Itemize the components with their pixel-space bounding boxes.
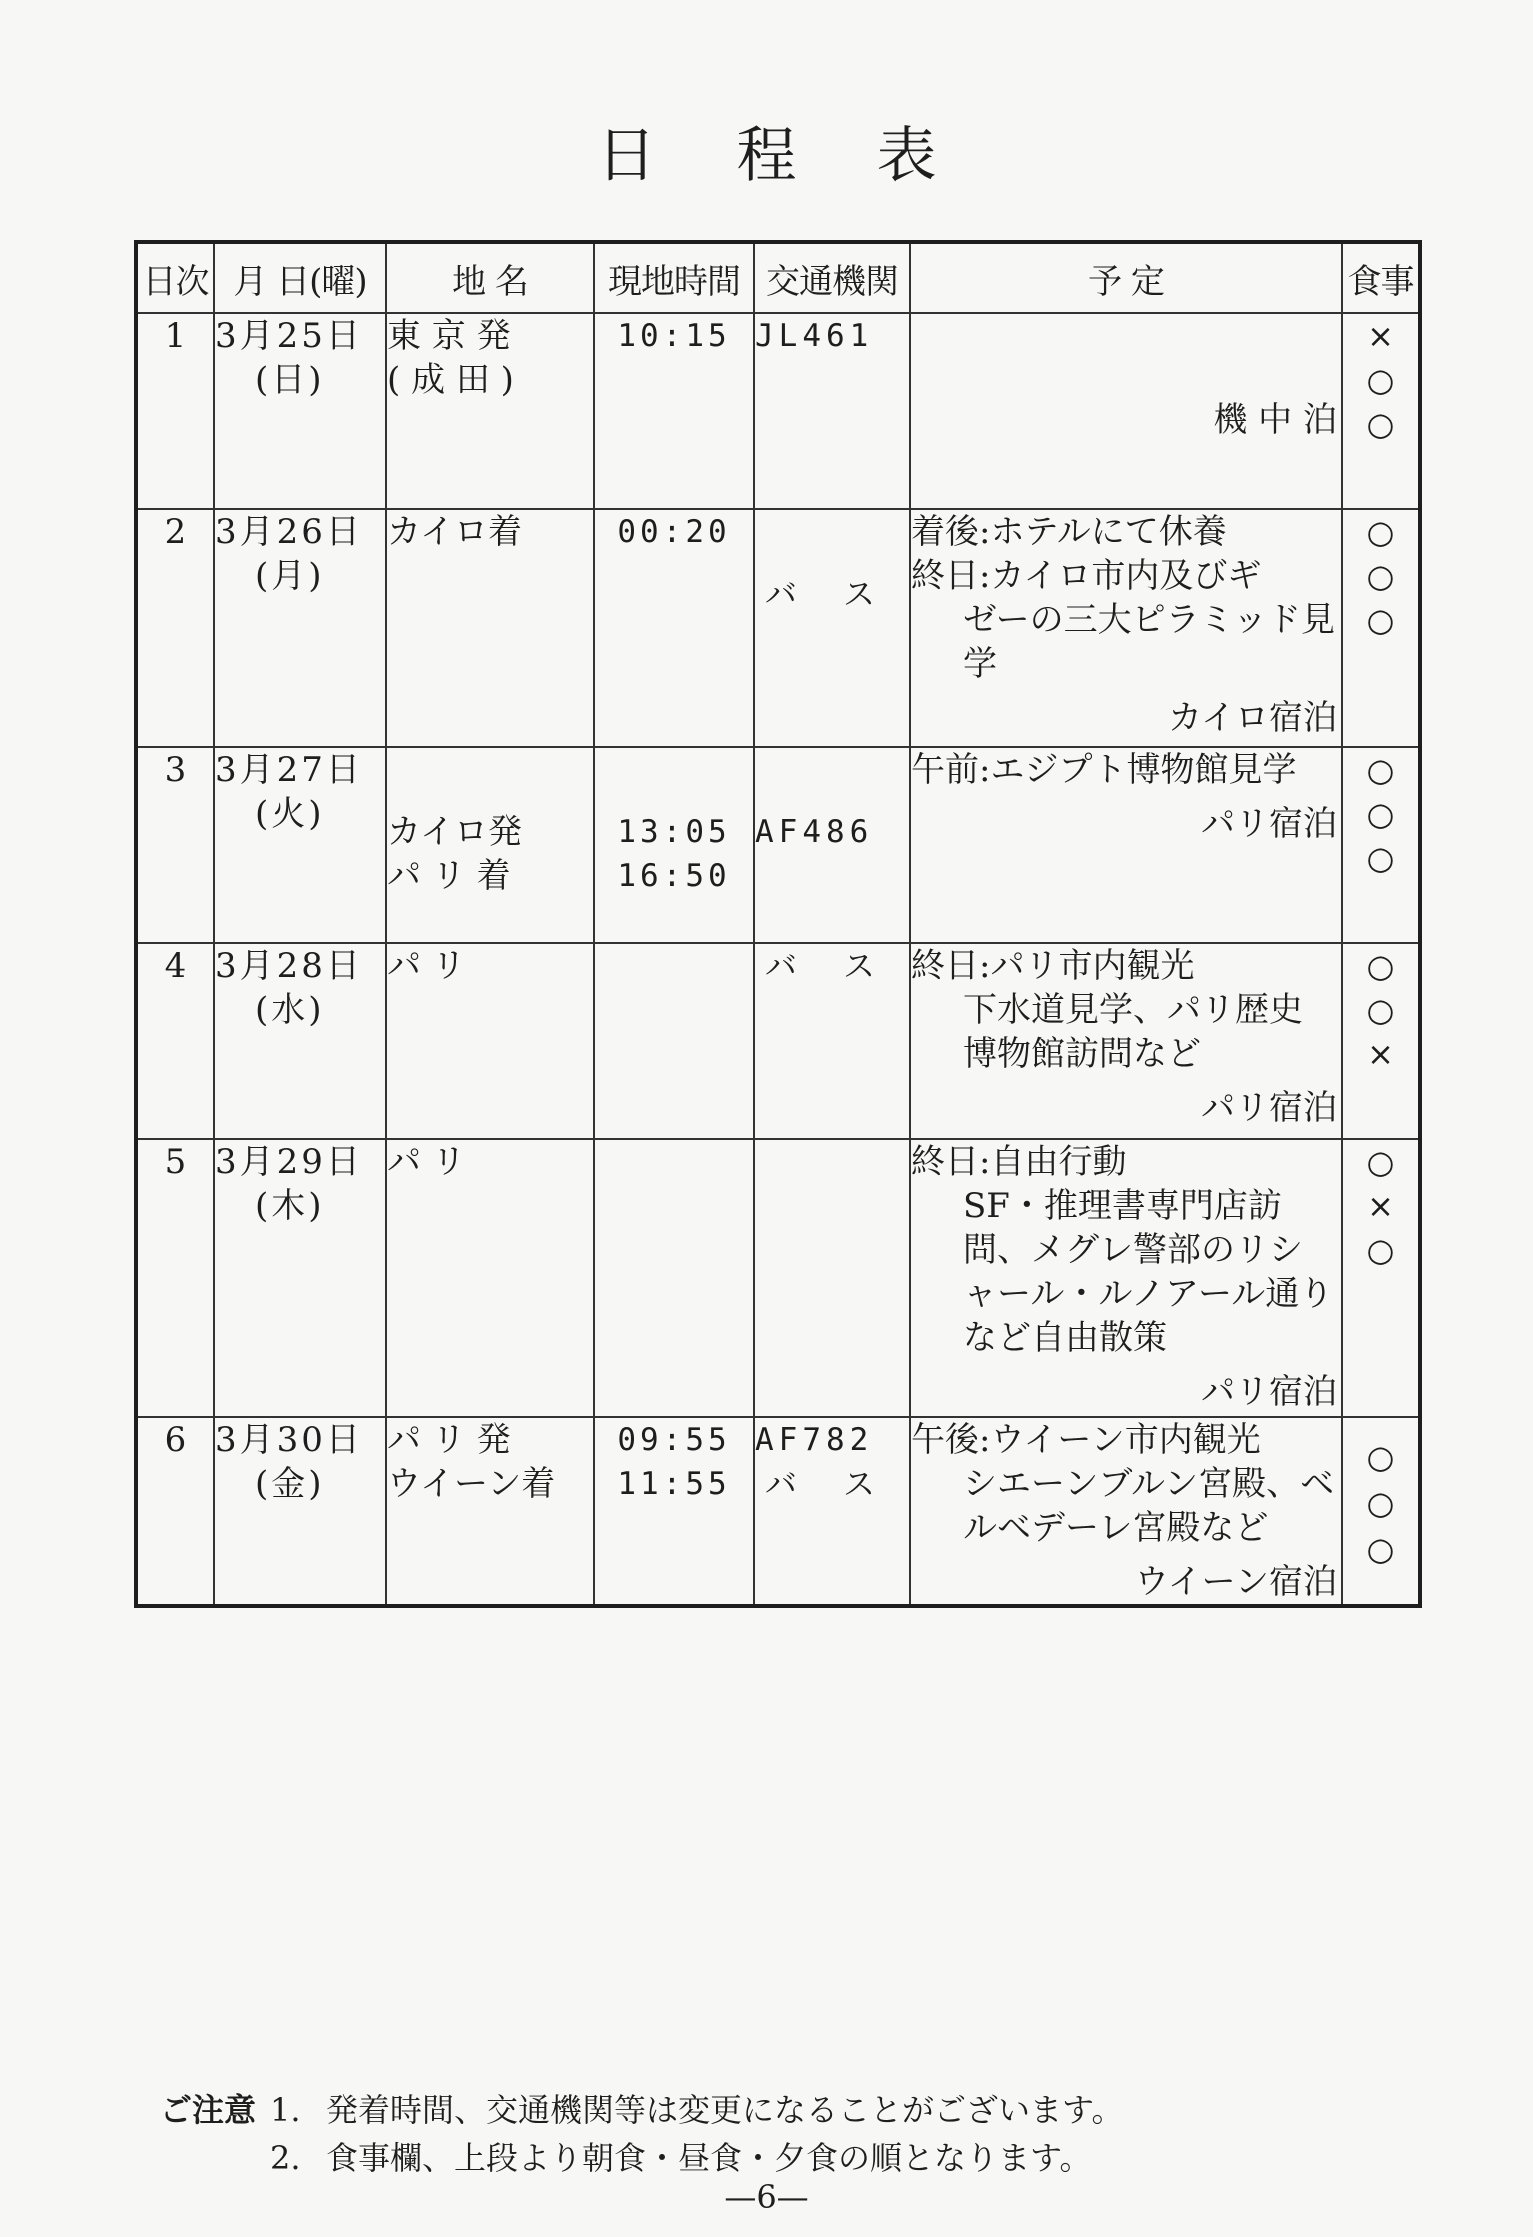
overnight-stay: ウイーン宿泊 [1134,1562,1337,1602]
itinerary-table [134,240,1422,1608]
page-title: 日程表 [596,121,1017,191]
note-item [160,2086,1123,2134]
meal-mark: ○ [1366,405,1395,443]
weekday: (金) [255,1464,325,1504]
note-number: 2. [270,2139,301,2177]
table-row [136,1139,1420,1417]
place-cell [386,943,594,1139]
overnight-stay: カイロ宿泊 [1168,698,1337,738]
transport-cell [754,943,910,1139]
overnight-stay: 機 中 泊 [1213,400,1337,440]
date-value: 3月27日 [215,750,363,790]
plan-line: 下水道見学、パリ歴史 [963,990,1303,1030]
transport-cell [754,313,910,509]
meals-cell [1342,747,1420,943]
overnight-stay: パリ宿泊 [1201,1372,1337,1412]
header-transport: 交通機関 [754,242,910,313]
plan-line: 終日:パリ市内観光 [911,946,1195,986]
date-value: 3月30日 [215,1420,363,1460]
overnight-stay: パリ宿泊 [1201,1088,1337,1128]
table-row [136,747,1420,943]
day-cell: 1 [136,313,214,509]
place-line: 東 京 発 [387,316,511,356]
weekday: (火) [255,794,325,834]
place-cell [386,313,594,509]
plan-cell [910,943,1342,1139]
meal-mark: ○ [1366,1484,1395,1522]
table-row [136,313,1420,509]
transport-cell [754,747,910,943]
time-value: 00:20 [617,514,731,550]
meal-mark: ○ [1366,839,1395,877]
meals-cell [1342,1139,1420,1417]
time-value: 09:55 [617,1422,731,1458]
meal-mark: ○ [1366,991,1395,1029]
header-meals: 食事 [1342,242,1420,313]
place-cell [386,747,594,943]
flight-number: AF486 [755,814,874,850]
page-number: —6— [724,2178,809,2216]
date-cell [214,509,386,747]
place-line: ( 成 田 ) [387,360,514,400]
header-plan: 予 定 [910,242,1342,313]
place-cell [386,1139,594,1417]
meal-mark: ○ [1366,795,1395,833]
day-cell: 4 [136,943,214,1139]
meal-mark: × [1367,1035,1394,1073]
place-line: カイロ着 [387,512,522,552]
weekday: (水) [255,990,325,1030]
plan-line: 午前:エジプト博物館見学 [911,750,1297,790]
place-line: パ リ 着 [387,856,511,896]
meal-mark: ○ [1366,1231,1395,1269]
plan-line: 終日:カイロ市内及びギ [911,556,1262,596]
meals-cell [1342,313,1420,509]
place-line: パ リ 発 [387,1420,511,1460]
header-local-time: 現地時間 [594,242,754,313]
meal-mark: × [1367,317,1394,355]
bus-label: バ ス [764,575,893,613]
plan-line: 終日:自由行動 [911,1142,1127,1182]
note-number: 1. [270,2091,301,2129]
plan-line: ゼーの三大ピラミッド見 [963,600,1335,640]
plan-cell [910,747,1342,943]
notes [160,2086,1123,2182]
bus-label: バ ス [764,1465,893,1503]
local-time-cell [594,313,754,509]
day-cell: 6 [136,1417,214,1606]
day-cell: 3 [136,747,214,943]
plan-line: 午後:ウイーン市内観光 [911,1420,1261,1460]
plan-line: ャール・ルノアール通り [963,1274,1334,1314]
flight-number: AF782 [755,1422,874,1458]
date-value: 3月25日 [215,316,363,356]
plan-cell [910,509,1342,747]
place-line: ウイーン着 [387,1464,556,1504]
date-value: 3月26日 [215,512,363,552]
weekday: (月) [255,556,325,596]
meal-mark: ○ [1366,1530,1395,1568]
overnight-stay: パリ宿泊 [1201,804,1337,844]
time-value: 10:15 [617,318,731,354]
meal-mark: ○ [1366,557,1395,595]
plan-cell [910,313,1342,509]
meal-mark: ○ [1366,751,1395,789]
header-date: 月 日(曜) [214,242,386,313]
day-cell: 5 [136,1139,214,1417]
weekday: (木) [255,1186,325,1226]
local-time-cell [594,1139,754,1417]
flight-number: JL461 [755,318,874,354]
note-item [160,2134,1123,2182]
plan-line: シエーンブルン宮殿、ベ [963,1464,1335,1504]
meals-cell [1342,943,1420,1139]
place-line: カイロ発 [387,812,522,852]
date-cell [214,313,386,509]
local-time-cell [594,509,754,747]
plan-line: 着後:ホテルにて休養 [911,512,1227,552]
place-line: パ リ [387,1142,466,1182]
transport-cell [754,1417,910,1606]
meals-cell [1342,1417,1420,1606]
table-row [136,943,1420,1139]
meal-mark: ○ [1366,1143,1395,1181]
meal-mark: × [1367,1187,1394,1225]
meal-mark: ○ [1366,947,1395,985]
plan-line: など自由散策 [963,1318,1167,1358]
meal-mark: ○ [1366,1438,1395,1476]
bus-label: バ ス [764,947,893,985]
note-text: 食事欄、上段より朝食・昼食・夕食の順となります。 [326,2139,1092,2177]
transport-cell [754,509,910,747]
place-line: パ リ [387,946,466,986]
plan-line: SF・推理書専門店訪 [963,1186,1282,1226]
local-time-cell [594,943,754,1139]
header-place: 地 名 [386,242,594,313]
plan-cell [910,1139,1342,1417]
day-cell: 2 [136,509,214,747]
plan-line: 学 [963,644,997,684]
time-value: 11:55 [617,1466,731,1502]
transport-cell [754,1139,910,1417]
table-row [136,1417,1420,1606]
date-value: 3月29日 [215,1142,363,1182]
local-time-cell [594,1417,754,1606]
header-day: 日次 [136,242,214,313]
meal-mark: ○ [1366,361,1395,399]
meal-mark: ○ [1366,513,1395,551]
table-header-row [136,242,1420,313]
date-cell [214,943,386,1139]
place-cell [386,509,594,747]
place-cell [386,1417,594,1606]
plan-cell [910,1417,1342,1606]
local-time-cell [594,747,754,943]
plan-line: ルベデーレ宮殿など [963,1508,1269,1548]
meals-cell [1342,509,1420,747]
date-value: 3月28日 [215,946,363,986]
date-cell [214,747,386,943]
table-row [136,509,1420,747]
date-cell [214,1417,386,1606]
note-text: 発着時間、交通機関等は変更になることがございます。 [326,2091,1124,2129]
date-cell [214,1139,386,1417]
time-value: 13:05 [617,814,731,850]
plan-line: 博物館訪問など [963,1034,1201,1074]
notes-label: ご注意 [160,2091,257,2129]
meal-mark: ○ [1366,601,1395,639]
plan-line: 問、メグレ警部のリシ [963,1230,1303,1270]
weekday: (日) [255,360,325,400]
time-value: 16:50 [617,858,731,894]
